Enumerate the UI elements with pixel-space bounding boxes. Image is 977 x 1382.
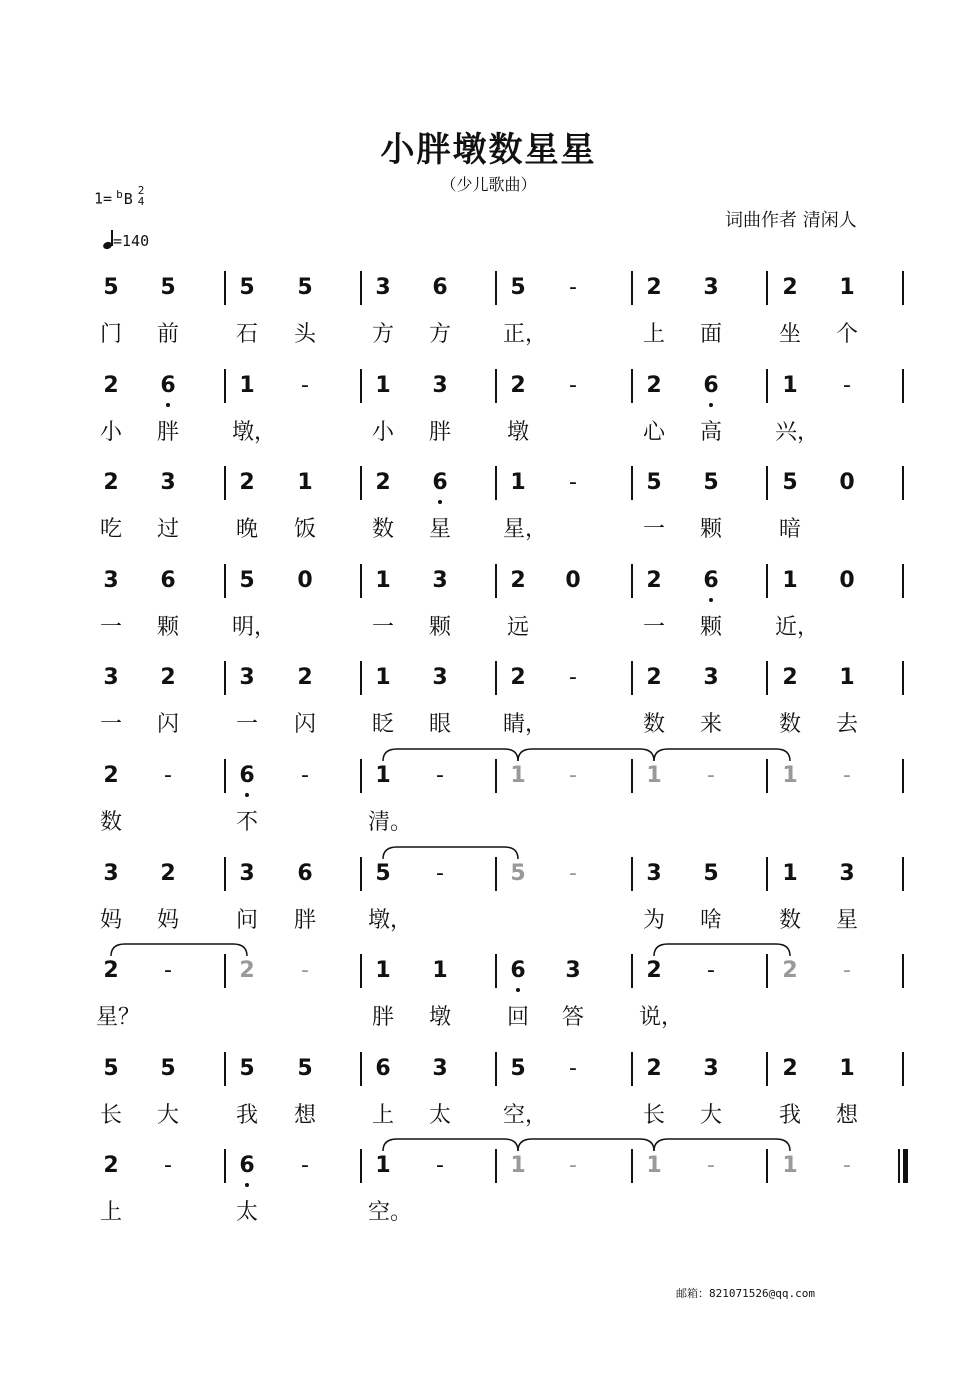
- note-value: 5: [297, 1056, 313, 1081]
- note-value: -: [569, 1056, 577, 1081]
- note-value: -: [843, 1153, 851, 1178]
- note-value: 3: [432, 373, 448, 398]
- lyric: 空，: [503, 1103, 548, 1128]
- note-value: 6: [239, 763, 255, 788]
- lyric: 坐: [778, 322, 801, 347]
- note-value: 3: [839, 861, 855, 886]
- lyric: 说，: [639, 1005, 684, 1030]
- note-value: -: [843, 373, 851, 398]
- note-value: 6: [160, 373, 176, 398]
- note-value: 3: [703, 665, 719, 690]
- lyric: 颗: [156, 615, 179, 640]
- note-value: 5: [782, 470, 798, 495]
- note-value: 6: [160, 568, 176, 593]
- note-value: 6: [239, 1153, 255, 1178]
- lyric: 头: [293, 322, 316, 347]
- lyric: 眨: [371, 712, 394, 737]
- tempo-value: =140: [113, 232, 150, 250]
- note-value: 1: [510, 1153, 526, 1178]
- note-value: 0: [839, 568, 855, 593]
- note-value: 2: [239, 958, 255, 983]
- time-denominator: 4: [137, 195, 145, 208]
- lyric: 来: [699, 712, 722, 737]
- note-value: -: [164, 958, 172, 983]
- note-value: 1: [375, 373, 391, 398]
- note-value: 2: [103, 958, 119, 983]
- lyric: 石: [235, 322, 258, 347]
- lyric: 太: [428, 1103, 451, 1128]
- note-value: -: [164, 763, 172, 788]
- note-value: 3: [103, 665, 119, 690]
- note-value: 2: [510, 373, 526, 398]
- note-value: 3: [375, 275, 391, 300]
- note-value: 6: [703, 373, 719, 398]
- lyric: 前: [156, 322, 179, 347]
- note-value: 3: [103, 568, 119, 593]
- note-value: 5: [239, 1056, 255, 1081]
- lyric: 小: [99, 420, 122, 445]
- note-value: 2: [103, 1153, 119, 1178]
- lyric: 方: [371, 322, 394, 347]
- key-prefix: 1=: [94, 189, 113, 208]
- note-value: 0: [565, 568, 581, 593]
- note-value: 1: [782, 763, 798, 788]
- tie: [383, 1139, 518, 1151]
- note-value: 5: [103, 1056, 119, 1081]
- note-value: 1: [839, 665, 855, 690]
- key-note: B: [123, 189, 133, 208]
- note-value: -: [569, 373, 577, 398]
- lyric: 长: [99, 1103, 122, 1128]
- note-value: -: [569, 470, 577, 495]
- note-value: 2: [782, 275, 798, 300]
- email-label: 邮箱：: [676, 1287, 709, 1300]
- note-value: 3: [565, 958, 581, 983]
- note-value: 6: [375, 1056, 391, 1081]
- note-value: 3: [432, 1056, 448, 1081]
- lyric: 墩: [428, 1005, 451, 1030]
- lyric: 近，: [775, 615, 820, 640]
- lyric: 去: [835, 712, 858, 737]
- lyric: 颗: [699, 517, 722, 542]
- lyric: 门: [99, 322, 122, 347]
- note-value: 2: [646, 373, 662, 398]
- lyric: 闪: [156, 712, 179, 737]
- note-value: -: [707, 763, 715, 788]
- lyric: 正，: [503, 322, 548, 347]
- note-value: 1: [375, 763, 391, 788]
- note-value: 0: [839, 470, 855, 495]
- lyric: 数: [371, 517, 394, 542]
- note-value: 5: [375, 861, 391, 886]
- note-value: 2: [510, 568, 526, 593]
- lyric: 一: [642, 615, 665, 640]
- lyric: 上: [642, 322, 665, 347]
- note-value: 2: [646, 275, 662, 300]
- email-address: 821071526@qq.com: [709, 1287, 815, 1300]
- note-value: 2: [782, 665, 798, 690]
- lyric: 上: [99, 1200, 122, 1225]
- note-value: 3: [239, 861, 255, 886]
- lyric: 我: [235, 1103, 258, 1128]
- lyric: 回: [506, 1005, 529, 1030]
- lyric: 明，: [232, 615, 277, 640]
- note-value: 2: [103, 373, 119, 398]
- lyric: 方: [428, 322, 451, 347]
- lyric: 数: [778, 908, 801, 933]
- note-value: 2: [646, 665, 662, 690]
- flat-sign: b: [116, 187, 123, 201]
- lyric: 星，: [503, 517, 548, 542]
- lyric: 啥: [699, 908, 722, 933]
- note-value: 5: [510, 861, 526, 886]
- note-value: 6: [432, 470, 448, 495]
- note-value: 1: [782, 1153, 798, 1178]
- lyric: 面: [699, 322, 722, 347]
- note-value: -: [569, 275, 577, 300]
- lyric: 远: [506, 615, 529, 640]
- note-value: 2: [160, 861, 176, 886]
- lyric: 高: [699, 420, 722, 445]
- lyric: 个: [835, 322, 858, 347]
- note-value: 5: [510, 275, 526, 300]
- tie: [383, 749, 518, 761]
- tie: [654, 749, 790, 761]
- tie: [518, 749, 654, 761]
- tie: [111, 944, 247, 956]
- lyric: 墩，: [368, 908, 413, 933]
- note-value: 3: [432, 568, 448, 593]
- lyric: 过: [156, 517, 179, 542]
- lyric: 颗: [699, 615, 722, 640]
- note-value: -: [436, 763, 444, 788]
- lyric: 为: [642, 908, 665, 933]
- note-value: 1: [239, 373, 255, 398]
- note-value: 2: [646, 568, 662, 593]
- lyric: 空。: [368, 1200, 413, 1225]
- note-value: 5: [239, 275, 255, 300]
- note-value: 3: [160, 470, 176, 495]
- lyric: 一: [235, 712, 258, 737]
- note-value: 5: [160, 275, 176, 300]
- note-value: 2: [646, 1056, 662, 1081]
- note-value: 1: [646, 763, 662, 788]
- lyric: 大: [699, 1103, 722, 1128]
- note-value: 1: [375, 568, 391, 593]
- note-value: 0: [297, 568, 313, 593]
- note-value: 6: [510, 958, 526, 983]
- note-value: -: [436, 861, 444, 886]
- composer-credit: 词曲作者 清闲人: [725, 210, 857, 231]
- note-value: -: [569, 665, 577, 690]
- note-value: 2: [160, 665, 176, 690]
- note-value: 1: [297, 470, 313, 495]
- note-value: -: [301, 763, 309, 788]
- note-value: 2: [510, 665, 526, 690]
- note-value: 3: [432, 665, 448, 690]
- note-value: 1: [782, 861, 798, 886]
- lyric: 数: [99, 810, 122, 835]
- lyric: 太: [235, 1200, 258, 1225]
- lyric: 颗: [428, 615, 451, 640]
- lyric: 睛，: [503, 712, 548, 737]
- note-value: 6: [297, 861, 313, 886]
- note-value: -: [843, 958, 851, 983]
- note-value: 3: [703, 1056, 719, 1081]
- tie: [654, 944, 790, 956]
- note-value: 1: [839, 1056, 855, 1081]
- note-value: 3: [703, 275, 719, 300]
- lyric: 妈: [156, 908, 179, 933]
- lyric: 不: [235, 810, 258, 835]
- note-value: -: [569, 861, 577, 886]
- lyric: 兴，: [775, 420, 820, 445]
- tie: [383, 847, 518, 859]
- lyric: 胖: [156, 420, 179, 445]
- lyric: 上: [371, 1103, 394, 1128]
- note-value: 3: [646, 861, 662, 886]
- note-value: 1: [432, 958, 448, 983]
- note-value: 2: [375, 470, 391, 495]
- note-value: 5: [160, 1056, 176, 1081]
- note-value: 5: [103, 275, 119, 300]
- lyric: 一: [99, 712, 122, 737]
- lyric: 吃: [99, 517, 122, 542]
- note-value: -: [436, 1153, 444, 1178]
- note-value: 1: [646, 1153, 662, 1178]
- lyric: 胖: [293, 908, 316, 933]
- tie: [654, 1139, 790, 1151]
- note-value: 6: [432, 275, 448, 300]
- note-value: -: [569, 763, 577, 788]
- note-value: 1: [782, 373, 798, 398]
- lyric: 我: [778, 1103, 801, 1128]
- lyric: 晚: [235, 517, 258, 542]
- lyric: 数: [642, 712, 665, 737]
- note-value: 3: [239, 665, 255, 690]
- lyric: 星: [835, 908, 858, 933]
- note-value: 5: [646, 470, 662, 495]
- note-value: 6: [703, 568, 719, 593]
- note-value: -: [843, 763, 851, 788]
- lyric: 墩，: [232, 420, 277, 445]
- lyric: 数: [778, 712, 801, 737]
- note-value: 1: [375, 958, 391, 983]
- note-value: 1: [510, 470, 526, 495]
- note-value: -: [707, 1153, 715, 1178]
- lyric: 一: [99, 615, 122, 640]
- lyric: 清。: [368, 810, 413, 835]
- note-value: -: [301, 373, 309, 398]
- lyric: 暗: [778, 517, 801, 542]
- song-subtitle: （少儿歌曲）: [440, 175, 537, 194]
- note-value: 2: [297, 665, 313, 690]
- note-value: -: [301, 1153, 309, 1178]
- lyric: 胖: [371, 1005, 394, 1030]
- song-title: 小胖墩数星星: [380, 130, 597, 170]
- lyric: 闪: [293, 712, 316, 737]
- note-value: -: [301, 958, 309, 983]
- lyric: 想: [835, 1103, 858, 1128]
- note-value: 1: [839, 275, 855, 300]
- lyric: 一: [642, 517, 665, 542]
- note-value: 1: [510, 763, 526, 788]
- note-value: 5: [703, 861, 719, 886]
- note-value: 2: [103, 470, 119, 495]
- lyric: 星？: [96, 1005, 141, 1030]
- tie: [518, 1139, 654, 1151]
- lyric: 墩: [506, 420, 529, 445]
- lyric: 饭: [293, 517, 316, 542]
- lyric: 答: [561, 1005, 584, 1030]
- note-value: 1: [375, 1153, 391, 1178]
- lyric: 长: [642, 1103, 665, 1128]
- note-value: 5: [297, 275, 313, 300]
- note-value: 2: [239, 470, 255, 495]
- note-value: 2: [646, 958, 662, 983]
- note-value: 5: [703, 470, 719, 495]
- lyric: 小: [371, 420, 394, 445]
- lyric: 星: [428, 517, 451, 542]
- note-value: -: [569, 1153, 577, 1178]
- lyric: 眼: [428, 712, 451, 737]
- note-value: 5: [510, 1056, 526, 1081]
- time-numerator: 2: [137, 184, 145, 197]
- note-value: 1: [375, 665, 391, 690]
- note-value: 5: [239, 568, 255, 593]
- lyric: 心: [642, 420, 665, 445]
- note-value: -: [707, 958, 715, 983]
- lyric: 问: [235, 908, 258, 933]
- note-value: 3: [103, 861, 119, 886]
- note-value: 1: [782, 568, 798, 593]
- lyric: 妈: [99, 908, 122, 933]
- note-value: 2: [782, 1056, 798, 1081]
- note-value: 2: [782, 958, 798, 983]
- note-value: -: [164, 1153, 172, 1178]
- lyric: 一: [371, 615, 394, 640]
- lyric: 大: [156, 1103, 179, 1128]
- lyric: 想: [293, 1103, 316, 1128]
- lyric: 胖: [428, 420, 451, 445]
- note-value: 2: [103, 763, 119, 788]
